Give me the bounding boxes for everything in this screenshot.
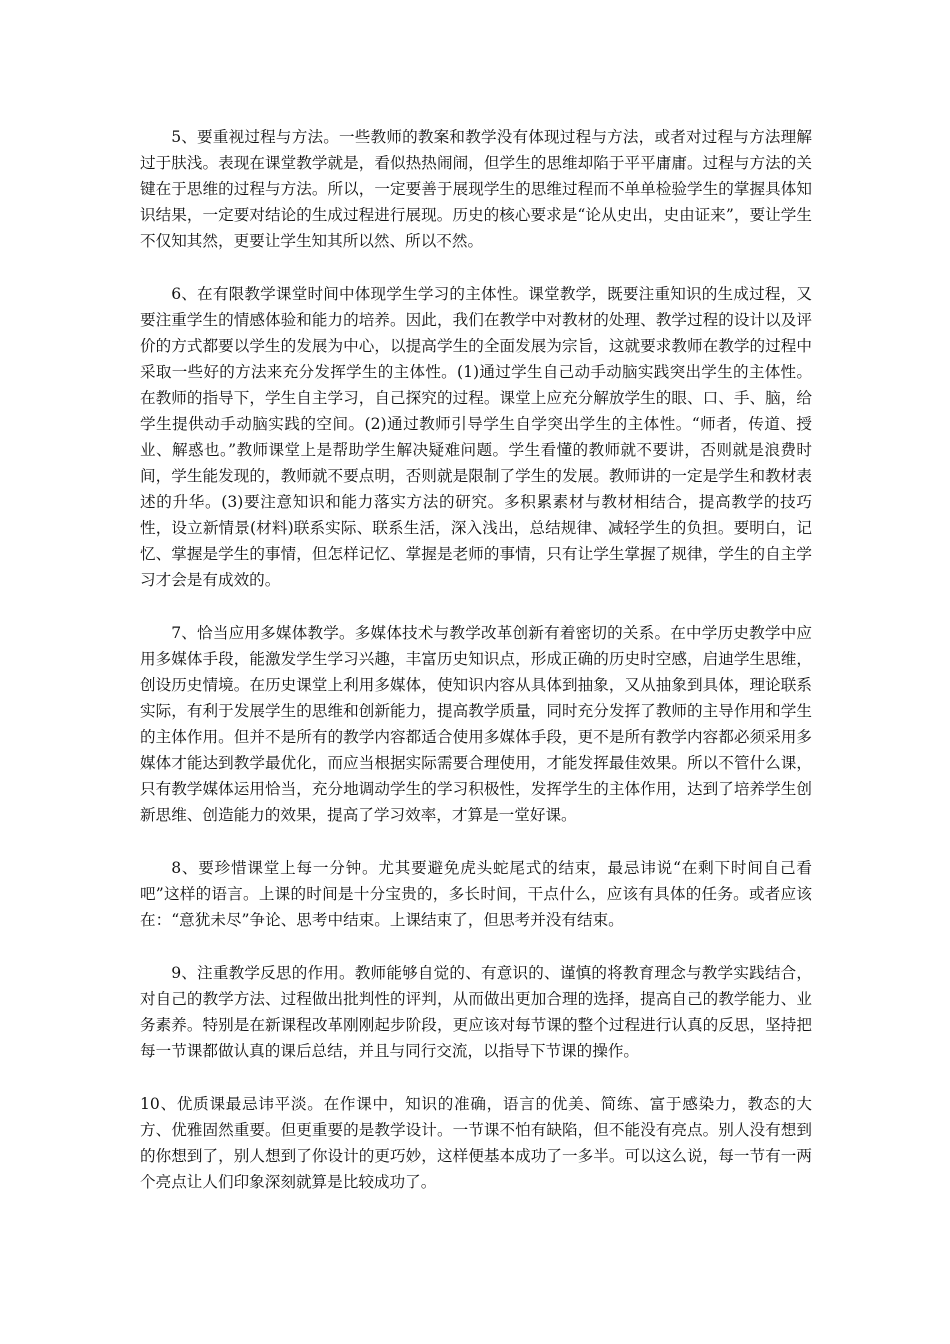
paragraph-10: 10、优质课最忌讳平淡。在作课中，知识的准确，语言的优美、简练、富于感染力，教态的大方、优雅固然重要。但更重要的是教学设计。一节课不怕有缺陷，但不能没有亮点。别人没有想到的你想到了，别人想到了你设计的更巧妙，这样便基本成功了一多半。可以这么说，每一节有一两个亮点让人们印象深刻就算是比较成功了。: [140, 1095, 812, 1191]
paragraph-6: 6、在有限教学课堂时间中体现学生学习的主体性。课堂教学，既要注重知识的生成过程，又要注重学生的情感体验和能力的培养。因此，我们在教学中对教材的处理、教学过程的设计以及评价的方式都要以学生的发展为中心，以提高学生的全面发展为宗旨，这就要求教师在教学的过程中采取一些好的方法来充分发挥学生的主体性。(1)通过学生自己动手动脑实践突出学生的主体性。在教师的指导下，学生自主学习，自己探究的过程。课堂上应充分解放学生的眼、口、手、脑，给学生提供动手动脑实践的空间。(2)通过教师引导学生自学突出学生的主体性。“师者，传道、授业、解惑也。”教师课堂上是帮助学生解决疑难问题。学生看懂的教师就不要讲，否则就是浪费时间，学生能发现的，教师就不要点明，否则就是限制了学生的发展。教师讲的一定是学生和教材表述的升华。(3)要注意知识和能力落实方法的研究。多积累素材与教材相结合，提高教学的技巧性，设立新情景(材料)联系实际、联系生活，深入浅出，总结规律、减轻学生的负担。要明白，记忆、掌握是学生的事情，但怎样记忆、掌握是老师的事情，只有让学生掌握了规律，学生的自主学习才会是有成效的。: [140, 285, 812, 589]
paragraph-9: 9、注重教学反思的作用。教师能够自觉的、有意识的、谨慎的将教育理念与教学实践结合，对自己的教学方法、过程做出批判性的评判，从而做出更加合理的选择，提高自己的教学能力、业务素养。特别是在新课程改革刚刚起步阶段，更应该对每节课的整个过程进行认真的反思，坚持把每一节课都做认真的课后总结，并且与同行交流，以指导下节课的操作。: [140, 964, 812, 1060]
document-body: [140, 124, 812, 1222]
paragraph-5: 5、要重视过程与方法。一些教师的教案和教学没有体现过程与方法，或者对过程与方法理解过于肤浅。表现在课堂教学就是，看似热热闹闹，但学生的思维却陷于平平庸庸。过程与方法的关键在于思维的过程与方法。所以，一定要善于展现学生的思维过程而不单单检验学生的掌握具体知识结果，一定要对结论的生成过程进行展现。历史的核心要求是“论从史出，史由证来”，要让学生不仅知其然，更要让学生知其所以然、所以不然。: [140, 128, 812, 250]
paragraph-7: 7、恰当应用多媒体教学。多媒体技术与教学改革创新有着密切的关系。在中学历史教学中应用多媒体手段，能激发学生学习兴趣，丰富历史知识点，形成正确的历史时空感，启迪学生思维，创设历史情境。在历史课堂上利用多媒体，使知识内容从具体到抽象，又从抽象到具体，理论联系实际，有利于发展学生的思维和创新能力，提高教学质量，同时充分发挥了教师的主导作用和学生的主体作用。但并不是所有的教学内容都适合使用多媒体手段，更不是所有教学内容都必须采用多媒体才能达到教学最优化，而应当根据实际需要合理使用，才能发挥最佳效果。所以不管什么课，只有教学媒体运用恰当，充分地调动学生的学习积极性，发挥学生的主体作用，达到了培养学生创新思维、创造能力的效果，提高了学习效率，才算是一堂好课。: [140, 624, 812, 824]
paragraph-8: 8、要珍惜课堂上每一分钟。尤其要避免虎头蛇尾式的结束，最忌讳说“在剩下时间自己看吧”这样的语言。上课的时间是十分宝贵的，多长时间，干点什么，应该有具体的任务。或者应该在：“意犹未尽”争论、思考中结束。上课结束了，但思考并没有结束。: [140, 859, 812, 929]
